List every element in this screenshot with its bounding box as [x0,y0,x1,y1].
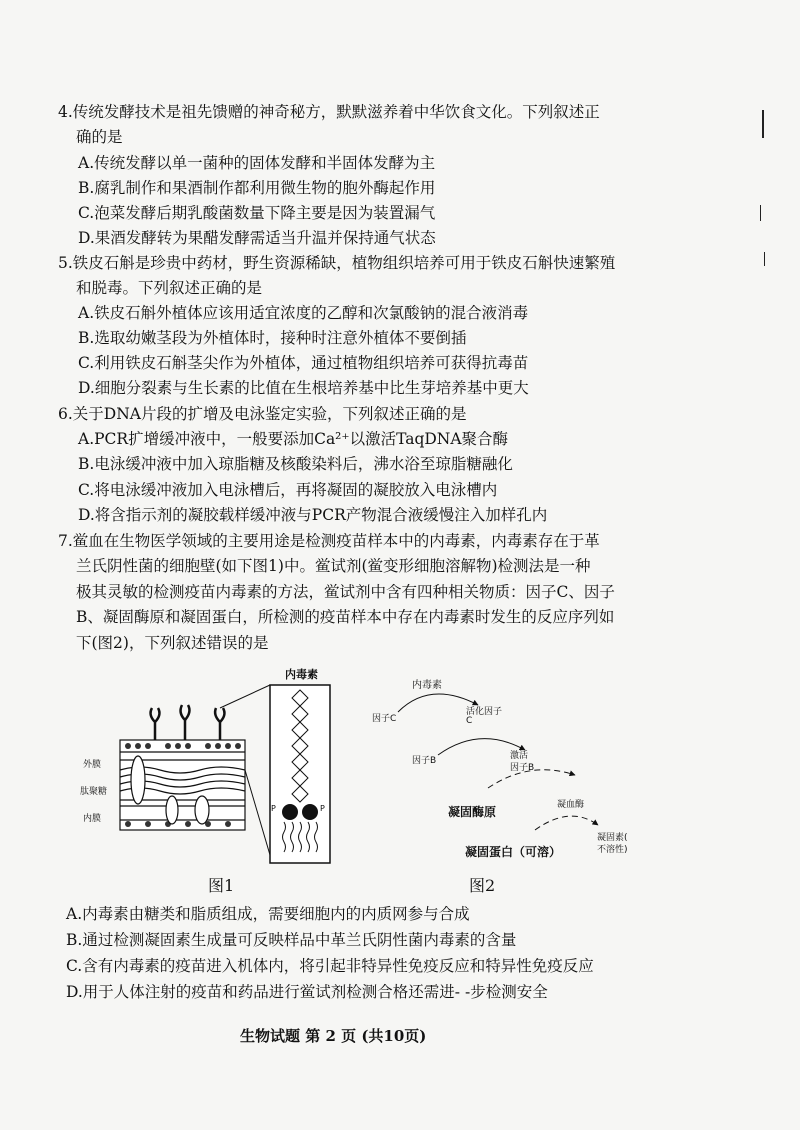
fig1-label-outer-membrane: 外膜 [83,760,102,770]
q5-stem-line1: 5.铁皮石斛是珍贵中药材，野生资源稀缺，植物组织培养可用于铁皮石斛快速繁殖 [58,254,616,272]
q7-option-c: C.含有内毒素的疫苗进入机体内，将引起非特异性免疫反应和特异性免疫反应 [66,957,594,975]
q4-option-b: B.腐乳制作和果酒制作都利用微生物的胞外酶起作用 [78,179,436,197]
figure-1-caption: 图1 [208,876,235,895]
fig2-factor-b: 因子B [412,756,437,766]
q4-option-a: A.传统发酵以单一菌种的固体发酵和半固体发酵为主 [78,154,436,172]
fig2-coagulogen: 凝固蛋白（可溶） [465,845,562,859]
q7-stem-line1: 7.鲎血在生物医学领域的主要用途是检测疫苗样本中的内毒素，内毒素存在于革 [58,532,600,550]
scan-margin-mark [764,252,765,266]
q5-option-c: C.利用铁皮石斛茎尖作为外植体，通过植物组织培养可获得抗毒苗 [78,354,529,372]
q7-stem-line3: 极其灵敏的检测疫苗内毒素的方法，鲎试剂中含有四种相关物质：因子C、因子 [76,583,615,601]
fig1-label-p-right: P [320,804,325,813]
q7-option-a: A.内毒素由糖类和脂质组成，需要细胞内的内质网参与合成 [66,905,470,923]
q7-option-b: B.通过检测凝固素生成量可反映样品中革兰氏阴性菌内毒素的含量 [66,931,517,949]
q7-stem-line2: 兰氏阴性菌的细胞壁(如下图1)中。鲎试剂(鲎变形细胞溶解物)检测法是一种 [76,557,591,575]
q6-stem-line1: 6.关于DNA片段的扩增及电泳鉴定实验，下列叙述正确的是 [58,405,467,423]
q6-option-d: D.将含指示剂的凝胶载样缓冲液与PCR产物混合液缓慢注入加样孔内 [78,506,548,524]
fig2-activated-c-line2: C [466,716,473,726]
fig2-proclotting-enzyme: 凝固酶原 [448,805,497,819]
fig2-coagulin-line1: 凝固素( [597,833,628,843]
figure-1-cell-wall-diagram [80,660,350,865]
zoom-line-bottom [245,770,270,855]
zoom-line-top [220,685,270,708]
q5-stem-line2: 和脱毒。下列叙述正确的是 [76,279,263,297]
fig2-activated-b-line1: 激活 [510,751,529,761]
scan-margin-mark [760,205,761,221]
q4-option-d: D.果酒发酵转为果醋发酵需适当升温并保持通气状态 [78,229,436,247]
fig1-label-p-left: P [271,804,276,813]
endotoxin-zoom-box [270,685,330,863]
q4-stem-line1: 4.传统发酵技术是祖先馈赠的神奇秘方，默默滋养着中华饮食文化。下列叙述正 [58,103,600,121]
page-footer: 生物试题 第 2 页 (共10页) [240,1027,427,1045]
fig2-activated-c-line1: 活化因子 [466,707,503,717]
fig2-activated-b-line2: 因子B [510,763,535,773]
fig2-coagulin-line2: 不溶性) [597,845,628,855]
q7-stem-line5: 下(图2)，下列叙述错误的是 [76,634,269,652]
fig2-factor-c: 因子C [372,714,397,724]
q6-option-a: A.PCR扩增缓冲液中，一般要添加Ca²⁺以激活TaqDNA聚合酶 [78,430,509,448]
phosphate-right [302,804,318,820]
scan-margin-mark [762,110,764,138]
q5-option-b: B.选取幼嫩茎段为外植体时，接种时注意外植体不要倒插 [78,329,467,347]
q7-stem-line4: B、凝固酶原和凝固蛋白，所检测的疫苗样本中存在内毒素时发生的反应序列如 [76,608,615,626]
fig2-clotting-enzyme: 凝血酶 [557,800,585,810]
q7-option-d: D.用于人体注射的疫苗和药品进行鲎试剂检测合格还需进- -步检测安全 [66,983,548,1001]
q6-option-c: C.将电泳缓冲液加入电泳槽后，再将凝固的凝胶放入电泳槽内 [78,481,498,499]
q5-option-d: D.细胞分裂素与生长素的比值在生根培养基中比生芽培养基中更大 [78,379,529,397]
q5-option-a: A.铁皮石斛外植体应该用适宜浓度的乙醇和次氯酸钠的混合液消毒 [78,304,529,322]
fig2-endotoxin: 内毒素 [412,680,442,691]
fig1-label-inner-membrane: 内膜 [83,814,102,824]
figure-2-caption: 图2 [469,876,496,895]
q6-option-b: B.电泳缓冲液中加入琼脂糖及核酸染料后，沸水浴至琼脂糖融化 [78,455,513,473]
q4-stem-line2: 确的是 [76,128,123,146]
arrow-coagulogen-to-coagulin [535,816,598,830]
phosphate-left [282,804,298,820]
fig1-label-peptidoglycan: 肽聚糖 [80,787,108,797]
lps-chains [151,705,225,740]
q4-option-c: C.泡菜发酵后期乳酸菌数量下降主要是因为装置漏气 [78,204,436,222]
fig1-title-endotoxin: 内毒素 [285,668,318,681]
